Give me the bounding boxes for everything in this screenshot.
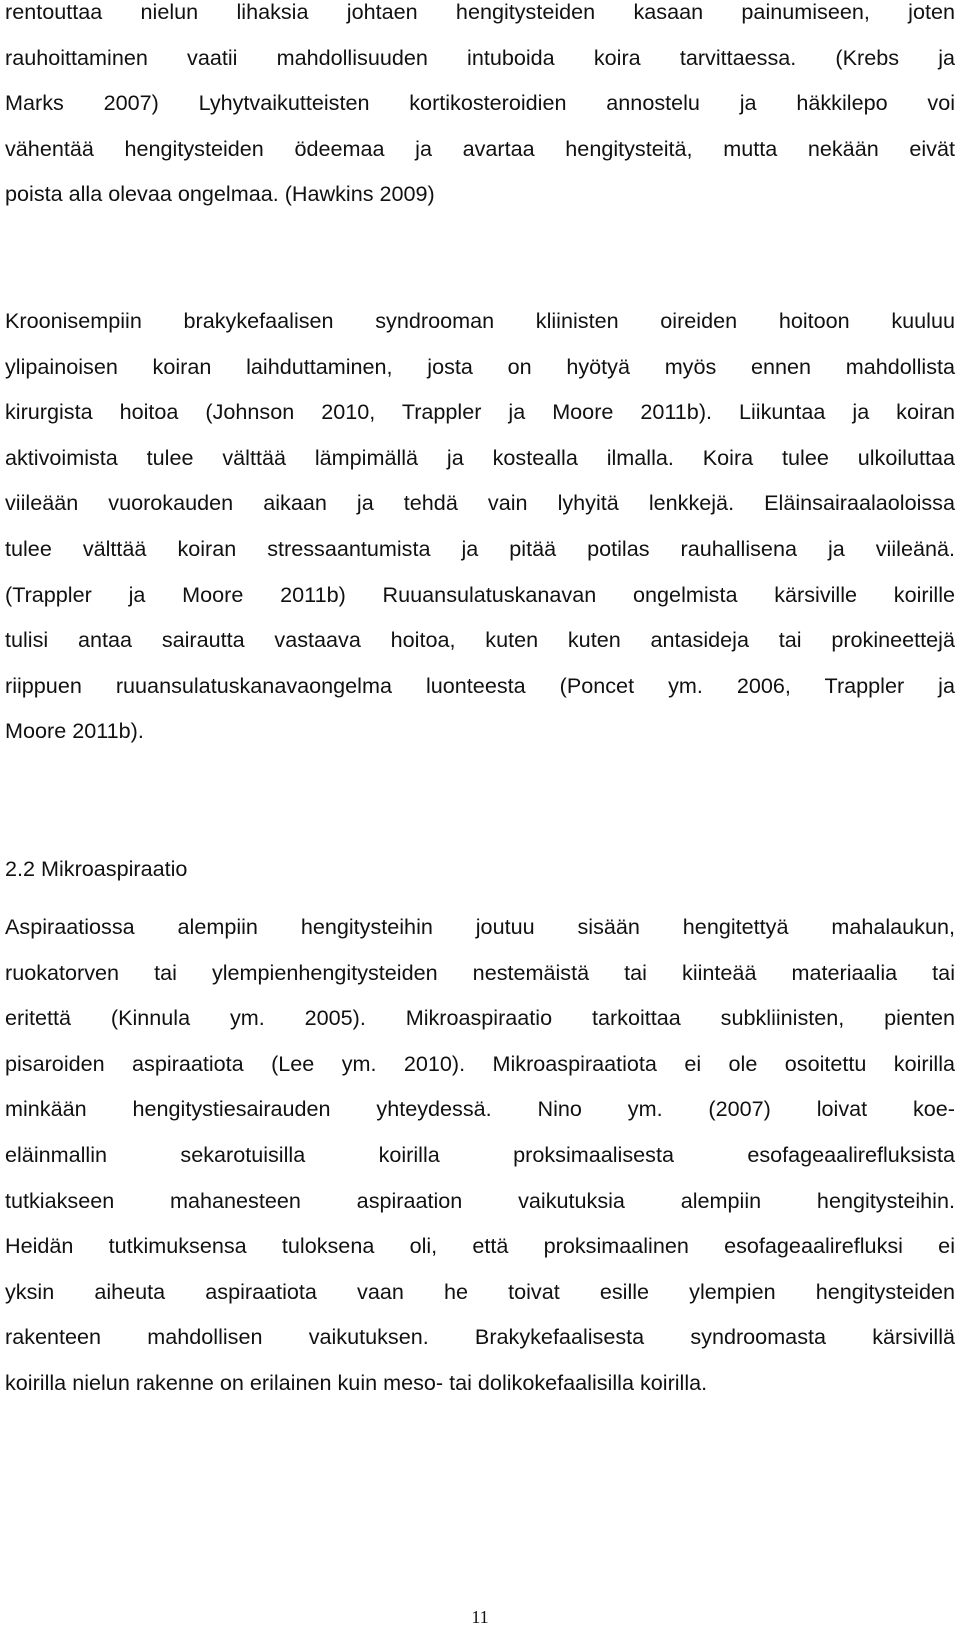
text-line: tutkiakseen mahanesteen aspiraation vaikutuksia alempiin hengitysteihin. (5, 1187, 955, 1213)
text-line: Kroonisempiin brakykefaalisen syndrooman kliinisten oireiden hoitoon kuuluu (5, 308, 955, 333)
paragraph-treatment-chronic (5, 298, 955, 754)
text-line: poista alla olevaa ongelmaa. (Hawkins 2009) (5, 181, 435, 207)
text-line: kirurgista hoitoa (Johnson 2010, Trappler ja Moore 2011b). Liikuntaa ja koiran (5, 399, 955, 425)
text-line: viileään vuorokauden aikaan ja tehdä vain lyhyitä lenkkejä. Eläinsairaalaoloissa (5, 490, 955, 516)
text-line: rauhoittaminen vaatii mahdollisuuden intuboida koira tarvittaessa. (Krebs ja (5, 44, 955, 70)
text-line: pisaroiden aspiraatiota (Lee ym. 2010). Mikroaspiraatiota ei ole osoitettu koirilla (5, 1050, 955, 1076)
text-line: rentouttaa nielun lihaksia johtaen hengitysteiden kasaan painumiseen, joten (5, 0, 955, 24)
section-heading (5, 846, 955, 892)
paragraph-microaspiration (5, 904, 955, 1406)
text-line: rakenteen mahdollisen vaikutuksen. Brakykefaalisesta syndroomasta kärsivillä (5, 1324, 955, 1350)
text-line: Marks 2007) Lyhytvaikutteisten kortikosteroidien annostelu ja häkkilepo voi (5, 90, 955, 116)
text-line: eritettä (Kinnula ym. 2005). Mikroaspiraatio tarkoittaa subkliinisten, pienten (5, 1005, 955, 1031)
text-line: ruokatorven tai ylempienhengitysteiden nestemäistä tai kiinteää materiaalia tai (5, 959, 955, 985)
text-line: yksin aiheuta aspiraatiota vaan he toivat esille ylempien hengitysteiden (5, 1278, 955, 1304)
page-number: 11 (471, 1607, 489, 1627)
text-line: eläinmallin sekarotuisilla koirilla proksimaalisesta esofageaalirefluksista (5, 1141, 955, 1167)
text-line: Moore 2011b). (5, 718, 144, 744)
text-line: (Trappler ja Moore 2011b) Ruuansulatuskanavan ongelmista kärsiville koirille (5, 581, 955, 607)
section-heading-text: 2.2 Mikroaspiraatio (5, 856, 188, 881)
text-line: vähentää hengitysteiden ödeemaa ja avartaa hengitysteitä, mutta nekään eivät (5, 135, 955, 161)
text-line: tulee välttää koiran stressaantumista ja pitää potilas rauhallisena ja viileänä. (5, 535, 955, 561)
text-line: Heidän tutkimuksensa tuloksena oli, että proksimaalinen esofageaalirefluksi ei (5, 1233, 955, 1259)
text-line: Aspiraatiossa alempiin hengitysteihin joutuu sisään hengitettyä mahalaukun, (5, 914, 955, 939)
text-line: ylipainoisen koiran laihduttaminen, josta on hyötyä myös ennen mahdollista (5, 353, 955, 379)
text-line: aktivoimista tulee välttää lämpimällä ja kostealla ilmalla. Koira tulee ulkoiluttaa (5, 444, 955, 470)
text-line: minkään hengitystiesairauden yhteydessä. Nino ym. (2007) loivat koe- (5, 1096, 955, 1122)
paragraph-treatment-acute (5, 0, 955, 217)
text-line: riippuen ruuansulatuskanavaongelma luonteesta (Poncet ym. 2006, Trappler ja (5, 672, 955, 698)
text-line: koirilla nielun rakenne on erilainen kuin meso- tai dolikokefaalisilla koirilla. (5, 1369, 708, 1395)
text-line: tulisi antaa sairautta vastaava hoitoa, kuten kuten antasideja tai prokineettejä (5, 627, 955, 653)
